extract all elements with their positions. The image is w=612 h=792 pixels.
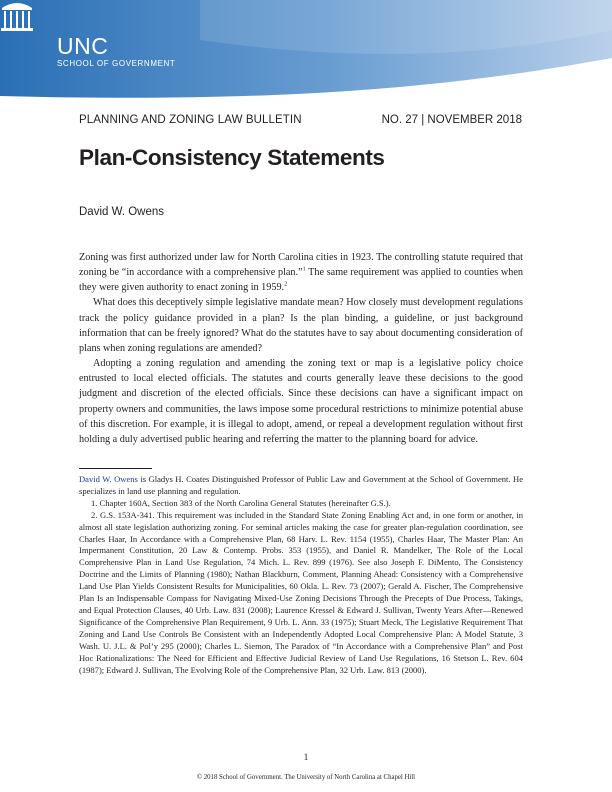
page-footer: © 2018 School of Government. The University of North Carolina at Chapel Hill bbox=[196, 774, 416, 781]
footnote-2: 2. G.S. 153A-341. This requirement was included in the Standard State Zoning Enabling Act and, in one form or another, in almost all state legislation authorizing zoning. For seminal articles making the case for greater plan-regulation coordination, see Charles Haar, In Accordance with a Comprehensive Plan, 68 Harv. L. Rev. 1154 (1955), Charles Haar, The Master Plan: An Impermanent Constitution, 20 Law & Contemp. Probs. 353 (1955), and Daniel R. Mandelker, The Role of the Local Comprehensive Plan in Land Use Regulation, 74 Mich. L. Rev. 899 (1976). See also Joseph F. DiMento, The Consistency Doctrine and the Limits of Planning (1980); Nathan Blackburn, Comment, Planning Ahead: Consistency with a Comprehensive Land Use Plan Yields Consistent Results for Municipalities, 60 Okla. L. Rev. 73 (2007); Gerald A. Fischer, The Comprehensive Plan Is an Indispensable Compass for Navigating Mixed-Use Zoning Decisions Through the Precepts of Due Process, Takings, and Equal Protection Clauses, 40 Urb. Law. 831 (2008); Laurence Kressel & Edward J. Sullivan, Twenty Years After—Renewed Significance of the Comprehensive Plan Requirement, 9 Urb. L. Ann. 33 (1975); Stuart Meck, The Legislative Requirement That Zoning and Land Use Controls Be Consistent with an Independently Adopted Local Comprehensive Plan: A Model Statute, 3 Wash. U. J.L. & Pol’y 295 (2000); Charles L. Siemon, The Paradox of “In Accordance with a Comprehensive Plan” and Post Hoc Rationalizations: The Need for Efficient and Effective Judicial Review of Land Use Regulations, 16 Stetson L. Rev. 604 (1987); Edward J. Sullivan, The Evolving Role of the Comprehensive Plan, 32 Urb. Law. 813 (2000). bbox=[79, 509, 523, 675]
author-name: David W. Owens bbox=[79, 206, 164, 218]
footnotes bbox=[79, 474, 523, 676]
header-banner bbox=[0, 0, 612, 100]
logo-name: UNC bbox=[57, 33, 109, 59]
old-well-icon bbox=[0, 0, 34, 32]
footnote-1: 1. Chapter 160A, Section 383 of the North Carolina General Statutes (hereinafter G.S.). bbox=[91, 497, 391, 508]
author-note-text: is Gladys H. Coates Distinguished Professor of Public Law and Government at the School of Government. He specializes in land use planning and regulation. bbox=[79, 474, 523, 496]
unc-logo[interactable] bbox=[57, 35, 175, 69]
author-link[interactable]: David W. Owens bbox=[79, 474, 138, 484]
bulletin-series: PLANNING AND ZONING LAW BULLETIN bbox=[79, 114, 302, 126]
article-body bbox=[79, 250, 523, 447]
paragraph-2: What does this deceptively simple legislative mandate mean? How closely must development regulations track the policy guidance provided in a plan? Is the plan binding, a guideline, or just background information that can be freely ignored? What do the statutes have to say about documenting consideration of plans when zoning regulations are amended? bbox=[79, 297, 523, 354]
footnote-ref-1[interactable]: 1 bbox=[302, 266, 306, 273]
paragraph-1-text-b: The same requirement was applied to counties when they were given authority to enact zoning in 1959. bbox=[79, 267, 523, 294]
page-title: Plan-Consistency Statements bbox=[79, 145, 385, 170]
bulletin-issue: NO. 27 | NOVEMBER 2018 bbox=[381, 114, 522, 126]
footnote-divider bbox=[79, 468, 152, 469]
footnote-ref-2[interactable]: 2 bbox=[284, 281, 288, 288]
paragraph-1 bbox=[79, 250, 523, 295]
logo-subtitle: SCHOOL OF GOVERNMENT bbox=[57, 59, 176, 68]
paragraph-1-text-a: Zoning was first authorized under law for North Carolina cities in 1923. The controlling statute required that zoning be “in accordance with a comprehensive plan.” bbox=[79, 252, 523, 279]
author-note bbox=[79, 474, 523, 498]
page-number: 1 bbox=[303, 753, 309, 763]
paragraph-3: Adopting a zoning regulation and amending the zoning text or map is a legislative policy choice entrusted to local elected officials. The statutes and courts generally leave these decisions to the good judgment and discretion of the elected officials. Since these decisions can have a significant impact on property owners and communities, the laws impose some procedural restrictions to minimize potential abuse of this discretion. For example, it is illegal to adopt, amend, or repeal a development regulation without first holding a duly advertised public hearing and referring the matter to the planning board for advice. bbox=[79, 358, 523, 445]
